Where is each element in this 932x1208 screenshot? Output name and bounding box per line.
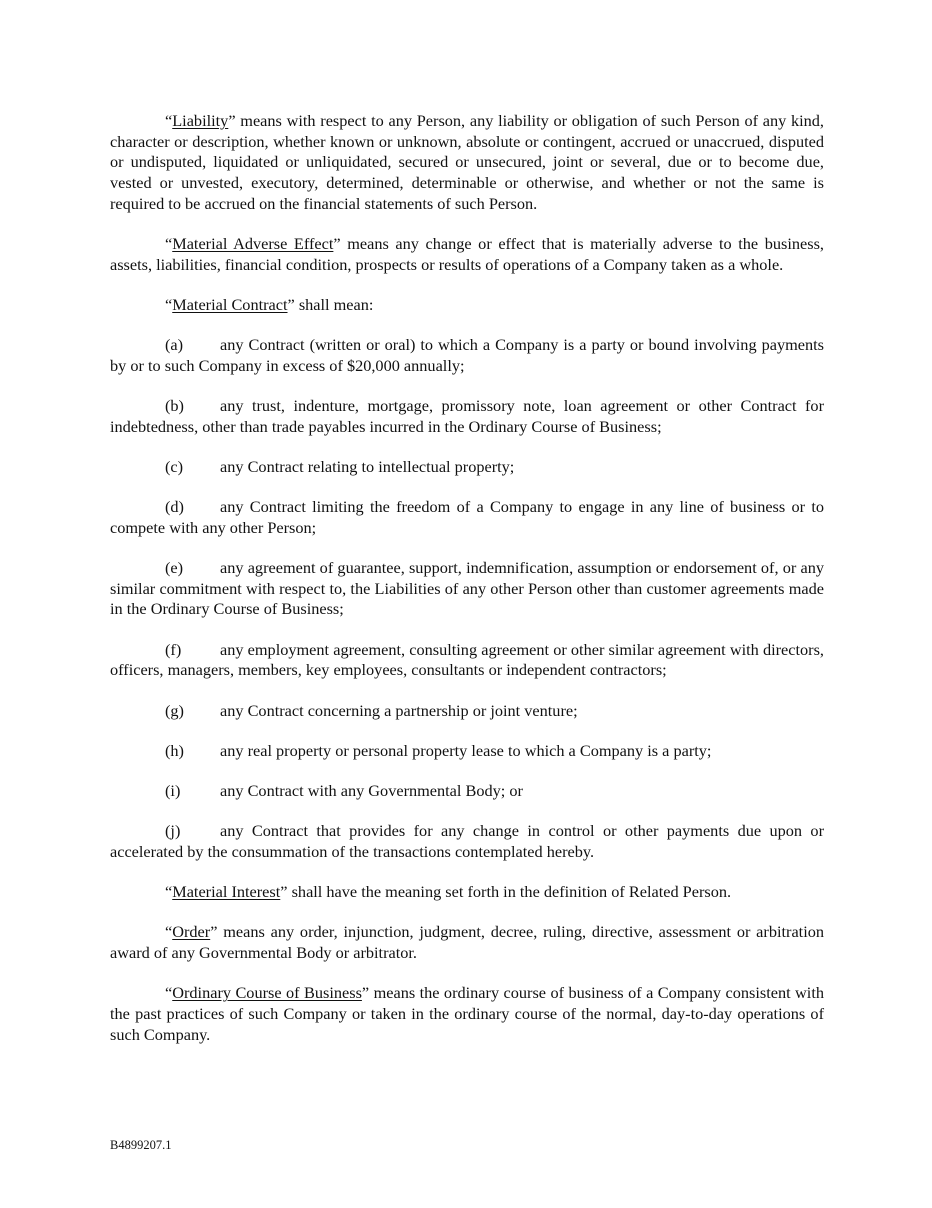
item-text: any Contract that provides for any change in control or other payments due upon or accelerated by the consummation of the transactions contemplated hereby. xyxy=(110,821,824,861)
item-label: (a) xyxy=(165,335,184,355)
item-text: any Contract concerning a partnership or joint venture; xyxy=(220,700,578,720)
definition-liability: “Liability” means with respect to any Person, any liability or obligation of such Person of any kind, character or description, whether known or unknown, absolute or contingent, accrued or unaccrued, disputed or undisputed, liquidated or unliquidated, secured or unsecured, joint or several, due or to become due, vested or unvested, executory, determined, determinable or otherwise, and whether or not the same is required to be accrued on the financial statements of such Person. xyxy=(110,111,824,213)
definition-material-contract: “Material Contract” shall mean: xyxy=(165,294,374,314)
definition-text: shall mean: xyxy=(294,294,374,314)
item-text: any agreement of guarantee, support, indemnification, assumption or endorsement of, or any similar commitment with respect to, the Liabilities of any other Person other than customer agreements made in the Ordinary Course of Business; xyxy=(110,558,824,619)
document-footer-id: B4899207.1 xyxy=(110,1138,172,1152)
list-item xyxy=(110,457,824,478)
defined-term: Material Contract xyxy=(172,294,288,314)
item-label: (c) xyxy=(165,456,184,476)
item-label: (d) xyxy=(165,497,184,517)
definition-text: means with respect to any Person, any liability or obligation of such Person of any kind, character or description, whether known or unknown, absolute or contingent, accrued or unaccrued, disputed or undisputed, liquidated or unliquidated, secured or unsecured, joint or several, due or to become due, vested or unvested, executory, determined, determinable or otherwise, and whether or not the same is required to be accrued on the financial statements of such Person. xyxy=(110,111,824,213)
item-text: any Contract (written or oral) to which a Company is a party or bound involving payments by or to such Company in excess of $20,000 annually; xyxy=(110,335,824,375)
list-item xyxy=(110,335,824,376)
item-label: (e) xyxy=(165,558,184,578)
item-text: any trust, indenture, mortgage, promissory note, loan agreement or other Contract for indebtedness, other than trade payables incurred in the Ordinary Course of Business; xyxy=(110,396,824,436)
definition-order: “Order” means any order, injunction, judgment, decree, ruling, directive, assessment or arbitration award of any Governmental Body or arbitrator. xyxy=(110,922,824,962)
item-text: any Contract limiting the freedom of a Company to engage in any line of business or to compete with any other Person; xyxy=(110,497,824,537)
item-text: any Contract with any Governmental Body; or xyxy=(220,780,523,800)
list-item xyxy=(110,497,824,538)
definition-text: means any change or effect that is materially adverse to the business, assets, liabilities, financial condition, prospects or results of operations of a Company taken as a whole. xyxy=(110,234,824,274)
document-body xyxy=(110,111,824,1065)
list-item xyxy=(110,640,824,681)
definition-material-adverse-effect: “Material Adverse Effect” means any change or effect that is materially adverse to the business, assets, liabilities, financial condition, prospects or results of operations of a Company taken as a whole. xyxy=(110,234,824,274)
definition-material-interest: “Material Interest” shall have the meaning set forth in the definition of Related Person. xyxy=(165,882,732,902)
list-item xyxy=(110,741,824,762)
defined-term: Material Adverse Effect xyxy=(172,234,334,254)
defined-term: Liability xyxy=(172,111,229,130)
item-text: any employment agreement, consulting agreement or other similar agreement with directors, officers, managers, members, key employees, consultants or independent contractors; xyxy=(110,639,824,680)
item-label: (i) xyxy=(165,780,181,800)
list-item xyxy=(110,821,824,862)
definition-text: means any order, injunction, judgment, decree, ruling, directive, assessment or arbitration award of any Governmental Body or arbitrator. xyxy=(110,922,824,962)
definition-text: means the ordinary course of business of a Company consistent with the past practices of such Company or taken in the ordinary course of the normal, day-to-day operations of such Company. xyxy=(110,983,824,1044)
definition-text: shall have the meaning set forth in the definition of Related Person. xyxy=(287,882,732,902)
item-text: any real property or personal property lease to which a Company is a party; xyxy=(220,740,712,760)
list-item xyxy=(110,558,824,620)
item-label: (f) xyxy=(165,639,182,659)
list-item xyxy=(110,781,824,802)
defined-term: Material Interest xyxy=(172,882,281,902)
list-item xyxy=(110,396,824,437)
item-label: (g) xyxy=(165,700,184,720)
defined-term: Ordinary Course of Business xyxy=(172,983,362,1003)
list-item xyxy=(110,701,824,722)
definition-ordinary-course-of-business: “Ordinary Course of Business” means the ordinary course of business of a Company consistent with the past practices of such Company or taken in the ordinary course of the normal, day-to-day operations of such Company. xyxy=(110,983,824,1044)
item-label: (j) xyxy=(165,821,181,841)
item-label: (b) xyxy=(165,396,184,416)
item-text: any Contract relating to intellectual property; xyxy=(220,456,515,476)
item-label: (h) xyxy=(165,740,184,760)
defined-term: Order xyxy=(172,922,211,942)
